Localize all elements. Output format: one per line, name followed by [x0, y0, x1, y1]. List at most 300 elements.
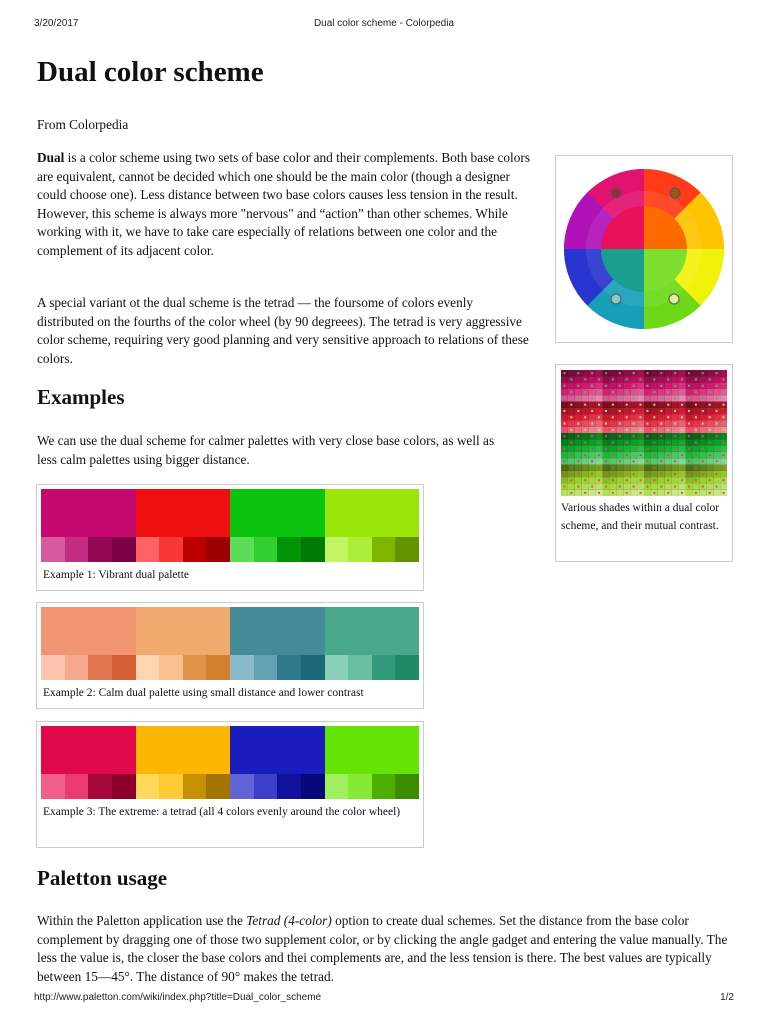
- shade-color-swatch: [112, 655, 136, 680]
- grid-cell: [713, 414, 720, 420]
- grid-cell: [630, 477, 637, 483]
- grid-cell: [596, 483, 603, 489]
- grid-cell: [568, 370, 575, 376]
- shade-color-swatch: [136, 537, 160, 562]
- grid-contrast-dot: [570, 404, 572, 406]
- grid-contrast-dot: [640, 454, 642, 456]
- grid-cell: [589, 414, 596, 420]
- grid-contrast-dot: [716, 372, 718, 374]
- base-color-swatch: [230, 489, 325, 537]
- grid-cell: [720, 408, 727, 414]
- grid-contrast-dot: [619, 460, 621, 462]
- grid-cell: [603, 402, 610, 408]
- grid-contrast-dot: [709, 378, 711, 380]
- grid-cell: [651, 408, 658, 414]
- grid-contrast-dot: [570, 391, 572, 393]
- grid-contrast-dot: [598, 429, 600, 431]
- grid-cell: [692, 471, 699, 477]
- print-date: 3/20/2017: [34, 18, 79, 29]
- grid-contrast-dot: [591, 423, 593, 425]
- grid-cell: [616, 414, 623, 420]
- grid-contrast-dot: [612, 391, 614, 393]
- grid-contrast-dot: [681, 391, 683, 393]
- grid-cell: [609, 395, 616, 401]
- grid-contrast-dot: [626, 404, 628, 406]
- grid-contrast-dot: [667, 441, 669, 443]
- grid-cell: [582, 383, 589, 389]
- grid-cell: [658, 427, 665, 433]
- grid-cell: [568, 408, 575, 414]
- print-title: Dual color scheme - Colorpedia: [313, 18, 455, 29]
- grid-cell: [686, 376, 693, 382]
- grid-cell: [706, 458, 713, 464]
- shade-color-swatch: [206, 774, 230, 799]
- grid-cell: [651, 446, 658, 452]
- grid-contrast-dot: [674, 448, 676, 450]
- grid-cell: [699, 477, 706, 483]
- grid-cell: [679, 483, 686, 489]
- shades-grid-image: [561, 370, 727, 496]
- shade-color-swatch: [183, 774, 207, 799]
- grid-cell: [575, 402, 582, 408]
- grid-contrast-dot: [584, 404, 586, 406]
- grid-contrast-dot: [723, 378, 725, 380]
- grid-cell: [589, 389, 596, 395]
- grid-cell: [616, 465, 623, 471]
- grid-cell: [672, 389, 679, 395]
- grid-cell: [616, 427, 623, 433]
- grid-cell: [644, 427, 651, 433]
- source-line: From Colorpedia: [37, 117, 129, 132]
- grid-cell: [686, 427, 693, 433]
- grid-cell: [582, 458, 589, 464]
- grid-contrast-dot: [633, 423, 635, 425]
- grid-contrast-dot: [709, 454, 711, 456]
- grid-contrast-dot: [695, 378, 697, 380]
- grid-cell: [603, 376, 610, 382]
- grid-cell: [568, 483, 575, 489]
- grid-cell: [623, 433, 630, 439]
- grid-contrast-dot: [660, 435, 662, 437]
- grid-cell: [561, 439, 568, 445]
- grid-cell: [561, 414, 568, 420]
- palette-shade-row: [41, 774, 419, 799]
- grid-cell: [623, 471, 630, 477]
- grid-contrast-dot: [563, 473, 565, 475]
- grid-cell: [720, 483, 727, 489]
- grid-contrast-dot: [702, 448, 704, 450]
- grid-contrast-dot: [702, 423, 704, 425]
- grid-contrast-dot: [667, 378, 669, 380]
- grid-contrast-dot: [570, 454, 572, 456]
- grid-cell: [665, 383, 672, 389]
- grid-cell: [596, 420, 603, 426]
- shade-color-swatch: [254, 774, 278, 799]
- grid-contrast-dot: [570, 416, 572, 418]
- shade-color-swatch: [301, 774, 325, 799]
- grid-contrast-dot: [626, 429, 628, 431]
- grid-contrast-dot: [695, 479, 697, 481]
- shades-grid-figure: [555, 364, 733, 562]
- grid-contrast-dot: [660, 372, 662, 374]
- shade-color-swatch: [301, 537, 325, 562]
- grid-cell: [568, 471, 575, 477]
- grid-contrast-dot: [667, 479, 669, 481]
- grid-contrast-dot: [646, 397, 648, 399]
- shade-color-swatch: [136, 774, 160, 799]
- tetrad-paragraph: A special variant ot the dual scheme is the tetrad — the foursome of colors evenly distributed on the fourths of the color wheel (by 90 degreees). The tetrad is very aggressive color scheme, requiring very good planning and very sensitive approach to relations of these colors.: [37, 295, 529, 366]
- grid-cell: [623, 446, 630, 452]
- grid-cell: [630, 414, 637, 420]
- grid-contrast-dot: [605, 372, 607, 374]
- grid-cell: [644, 477, 651, 483]
- grid-contrast-dot: [598, 467, 600, 469]
- grid-contrast-dot: [598, 492, 600, 494]
- grid-cell: [665, 458, 672, 464]
- grid-contrast-dot: [681, 429, 683, 431]
- grid-cell: [706, 395, 713, 401]
- base-color-swatch: [325, 726, 420, 774]
- shade-color-swatch: [325, 774, 349, 799]
- grid-cell: [644, 490, 651, 496]
- grid-contrast-dot: [570, 492, 572, 494]
- grid-contrast-dot: [681, 416, 683, 418]
- grid-cell: [644, 465, 651, 471]
- grid-contrast-dot: [667, 416, 669, 418]
- grid-cell: [609, 408, 616, 414]
- grid-contrast-dot: [626, 416, 628, 418]
- grid-contrast-dot: [646, 486, 648, 488]
- palette-swatches: [41, 607, 419, 680]
- grid-contrast-dot: [681, 492, 683, 494]
- shade-color-swatch: [183, 537, 207, 562]
- grid-contrast-dot: [612, 441, 614, 443]
- example-figure-3: [36, 721, 424, 848]
- palette-shade-row: [41, 537, 419, 562]
- grid-cell: [672, 427, 679, 433]
- grid-contrast-dot: [640, 479, 642, 481]
- grid-cell: [658, 477, 665, 483]
- grid-cell: [561, 427, 568, 433]
- grid-cell: [561, 490, 568, 496]
- grid-cell: [589, 452, 596, 458]
- paletton-text-start: Within the Paletton application use the: [37, 913, 247, 928]
- grid-cell: [589, 477, 596, 483]
- grid-contrast-dot: [660, 486, 662, 488]
- grid-contrast-dot: [570, 479, 572, 481]
- color-wheel-figure: [555, 155, 733, 343]
- grid-cell: [561, 376, 568, 382]
- grid-cell: [616, 477, 623, 483]
- grid-contrast-dot: [702, 410, 704, 412]
- grid-contrast-dot: [633, 372, 635, 374]
- grid-contrast-dot: [646, 423, 648, 425]
- shade-color-swatch: [88, 655, 112, 680]
- grid-contrast-dot: [723, 391, 725, 393]
- grid-contrast-dot: [709, 492, 711, 494]
- grid-cell: [568, 395, 575, 401]
- grid-cell: [713, 439, 720, 445]
- shade-color-swatch: [230, 655, 254, 680]
- grid-contrast-dot: [563, 397, 565, 399]
- grid-contrast-dot: [619, 372, 621, 374]
- grid-cell: [637, 433, 644, 439]
- grid-contrast-dot: [681, 479, 683, 481]
- shade-color-swatch: [395, 774, 419, 799]
- grid-cell: [582, 395, 589, 401]
- grid-contrast-dot: [605, 397, 607, 399]
- grid-contrast-dot: [612, 416, 614, 418]
- grid-contrast-dot: [653, 454, 655, 456]
- grid-contrast-dot: [591, 460, 593, 462]
- grid-cell: [575, 452, 582, 458]
- grid-contrast-dot: [702, 460, 704, 462]
- grid-cell: [665, 395, 672, 401]
- grid-contrast-dot: [688, 385, 690, 387]
- grid-cell: [692, 395, 699, 401]
- grid-cell: [630, 490, 637, 496]
- grid-contrast-dot: [646, 435, 648, 437]
- grid-contrast-dot: [605, 410, 607, 412]
- grid-cell: [658, 389, 665, 395]
- grid-contrast-dot: [681, 467, 683, 469]
- grid-cell: [568, 433, 575, 439]
- grid-contrast-dot: [591, 435, 593, 437]
- grid-cell: [699, 452, 706, 458]
- grid-cell: [644, 439, 651, 445]
- grid-contrast-dot: [688, 473, 690, 475]
- grid-cell: [582, 471, 589, 477]
- tetrad-option-name: Tetrad (4-color): [246, 913, 332, 928]
- shade-color-swatch: [65, 537, 89, 562]
- grid-contrast-dot: [584, 479, 586, 481]
- grid-cell: [561, 477, 568, 483]
- grid-contrast-dot: [619, 486, 621, 488]
- grid-cell: [603, 439, 610, 445]
- grid-contrast-dot: [640, 492, 642, 494]
- grid-contrast-dot: [653, 429, 655, 431]
- grid-contrast-dot: [653, 404, 655, 406]
- grid-cell: [672, 465, 679, 471]
- grid-cell: [658, 402, 665, 408]
- palette-base-row: [41, 607, 419, 655]
- grid-cell: [679, 433, 686, 439]
- shade-color-swatch: [254, 537, 278, 562]
- grid-cell: [679, 370, 686, 376]
- grid-contrast-dot: [660, 448, 662, 450]
- grid-contrast-dot: [667, 404, 669, 406]
- grid-cell: [637, 420, 644, 426]
- grid-cell: [699, 414, 706, 420]
- grid-contrast-dot: [633, 460, 635, 462]
- wheel-marker: [670, 188, 680, 198]
- grid-contrast-dot: [563, 372, 565, 374]
- grid-contrast-dot: [640, 429, 642, 431]
- shade-color-swatch: [348, 774, 372, 799]
- grid-cell: [616, 439, 623, 445]
- grid-cell: [686, 490, 693, 496]
- base-color-swatch: [325, 489, 420, 537]
- grid-contrast-dot: [591, 486, 593, 488]
- grid-cell: [568, 420, 575, 426]
- example-figure-1: [36, 484, 424, 591]
- grid-cell: [713, 376, 720, 382]
- grid-contrast-dot: [619, 473, 621, 475]
- grid-contrast-dot: [695, 454, 697, 456]
- grid-cell: [644, 452, 651, 458]
- shade-color-swatch: [65, 655, 89, 680]
- grid-contrast-dot: [709, 429, 711, 431]
- palette-swatches: [41, 726, 419, 799]
- grid-contrast-dot: [612, 404, 614, 406]
- shade-color-swatch: [325, 537, 349, 562]
- shade-color-swatch: [136, 655, 160, 680]
- grid-cell: [706, 370, 713, 376]
- grid-contrast-dot: [716, 385, 718, 387]
- grid-contrast-dot: [626, 479, 628, 481]
- shade-color-swatch: [301, 655, 325, 680]
- grid-cell: [720, 458, 727, 464]
- grid-cell: [582, 420, 589, 426]
- grid-cell: [637, 483, 644, 489]
- shade-color-swatch: [88, 537, 112, 562]
- example-caption: Example 1: Vibrant dual palette: [43, 569, 189, 581]
- base-color-swatch: [136, 726, 231, 774]
- shade-color-swatch: [348, 537, 372, 562]
- print-url: http://www.paletton.com/wiki/index.php?title=Dual_color_scheme: [34, 992, 322, 1003]
- grid-cell: [589, 439, 596, 445]
- grid-cell: [672, 490, 679, 496]
- grid-cell: [686, 465, 693, 471]
- grid-contrast-dot: [626, 467, 628, 469]
- grid-contrast-dot: [702, 473, 704, 475]
- grid-cell: [596, 458, 603, 464]
- palette-base-row: [41, 489, 419, 537]
- grid-contrast-dot: [633, 448, 635, 450]
- grid-cell: [720, 370, 727, 376]
- grid-contrast-dot: [598, 391, 600, 393]
- shade-color-swatch: [254, 655, 278, 680]
- grid-cell: [637, 458, 644, 464]
- grid-contrast-dot: [674, 423, 676, 425]
- grid-contrast-dot: [591, 397, 593, 399]
- palette-shade-row: [41, 655, 419, 680]
- grid-contrast-dot: [563, 435, 565, 437]
- grid-contrast-dot: [702, 372, 704, 374]
- grid-contrast-dot: [723, 479, 725, 481]
- grid-cell: [623, 370, 630, 376]
- shade-color-swatch: [230, 774, 254, 799]
- grid-cell: [672, 414, 679, 420]
- grid-contrast-dot: [646, 410, 648, 412]
- grid-cell: [603, 414, 610, 420]
- shade-color-swatch: [277, 655, 301, 680]
- grid-cell: [561, 465, 568, 471]
- grid-contrast-dot: [653, 416, 655, 418]
- grid-cell: [596, 446, 603, 452]
- grid-contrast-dot: [695, 441, 697, 443]
- grid-contrast-dot: [681, 404, 683, 406]
- grid-contrast-dot: [660, 473, 662, 475]
- grid-cell: [665, 370, 672, 376]
- grid-cell: [623, 458, 630, 464]
- base-color-swatch: [41, 726, 136, 774]
- grid-contrast-dot: [640, 441, 642, 443]
- grid-cell: [582, 433, 589, 439]
- grid-cell: [665, 408, 672, 414]
- shade-color-swatch: [159, 537, 183, 562]
- grid-cell: [568, 383, 575, 389]
- grid-contrast-dot: [667, 492, 669, 494]
- grid-contrast-dot: [688, 397, 690, 399]
- grid-cell: [706, 433, 713, 439]
- grid-contrast-dot: [633, 397, 635, 399]
- grid-cell: [589, 376, 596, 382]
- intro-paragraph: [37, 149, 532, 260]
- grid-cell: [692, 420, 699, 426]
- grid-cell: [568, 446, 575, 452]
- grid-contrast-dot: [653, 492, 655, 494]
- grid-cell: [575, 477, 582, 483]
- grid-cell: [699, 439, 706, 445]
- grid-cell: [672, 452, 679, 458]
- base-color-swatch: [230, 726, 325, 774]
- grid-contrast-dot: [674, 460, 676, 462]
- grid-contrast-dot: [723, 404, 725, 406]
- grid-cell: [582, 370, 589, 376]
- grid-cell: [672, 376, 679, 382]
- grid-cell: [686, 439, 693, 445]
- grid-cell: [665, 433, 672, 439]
- grid-contrast-dot: [688, 435, 690, 437]
- grid-cell: [609, 471, 616, 477]
- grid-cell: [644, 389, 651, 395]
- base-color-swatch: [41, 607, 136, 655]
- grid-cell: [589, 402, 596, 408]
- grid-cell: [651, 433, 658, 439]
- grid-cell: [603, 427, 610, 433]
- grid-contrast-dot: [577, 460, 579, 462]
- grid-contrast-dot: [591, 372, 593, 374]
- grid-cell: [658, 465, 665, 471]
- shade-color-swatch: [41, 655, 65, 680]
- grid-cell: [616, 389, 623, 395]
- grid-contrast-dot: [660, 397, 662, 399]
- grid-contrast-dot: [577, 473, 579, 475]
- grid-cell: [720, 420, 727, 426]
- grid-contrast-dot: [723, 429, 725, 431]
- grid-contrast-dot: [563, 410, 565, 412]
- grid-contrast-dot: [563, 423, 565, 425]
- grid-cell: [699, 465, 706, 471]
- grid-cell: [616, 376, 623, 382]
- grid-contrast-dot: [577, 397, 579, 399]
- grid-cell: [692, 383, 699, 389]
- example-figure-2: [36, 602, 424, 709]
- grid-contrast-dot: [646, 460, 648, 462]
- grid-cell: [699, 427, 706, 433]
- grid-contrast-dot: [681, 441, 683, 443]
- grid-cell: [651, 395, 658, 401]
- grid-contrast-dot: [723, 441, 725, 443]
- shade-color-swatch: [41, 537, 65, 562]
- grid-cell: [596, 471, 603, 477]
- grid-cell: [596, 433, 603, 439]
- grid-cell: [699, 402, 706, 408]
- grid-cell: [686, 414, 693, 420]
- grid-contrast-dot: [598, 416, 600, 418]
- grid-contrast-dot: [709, 479, 711, 481]
